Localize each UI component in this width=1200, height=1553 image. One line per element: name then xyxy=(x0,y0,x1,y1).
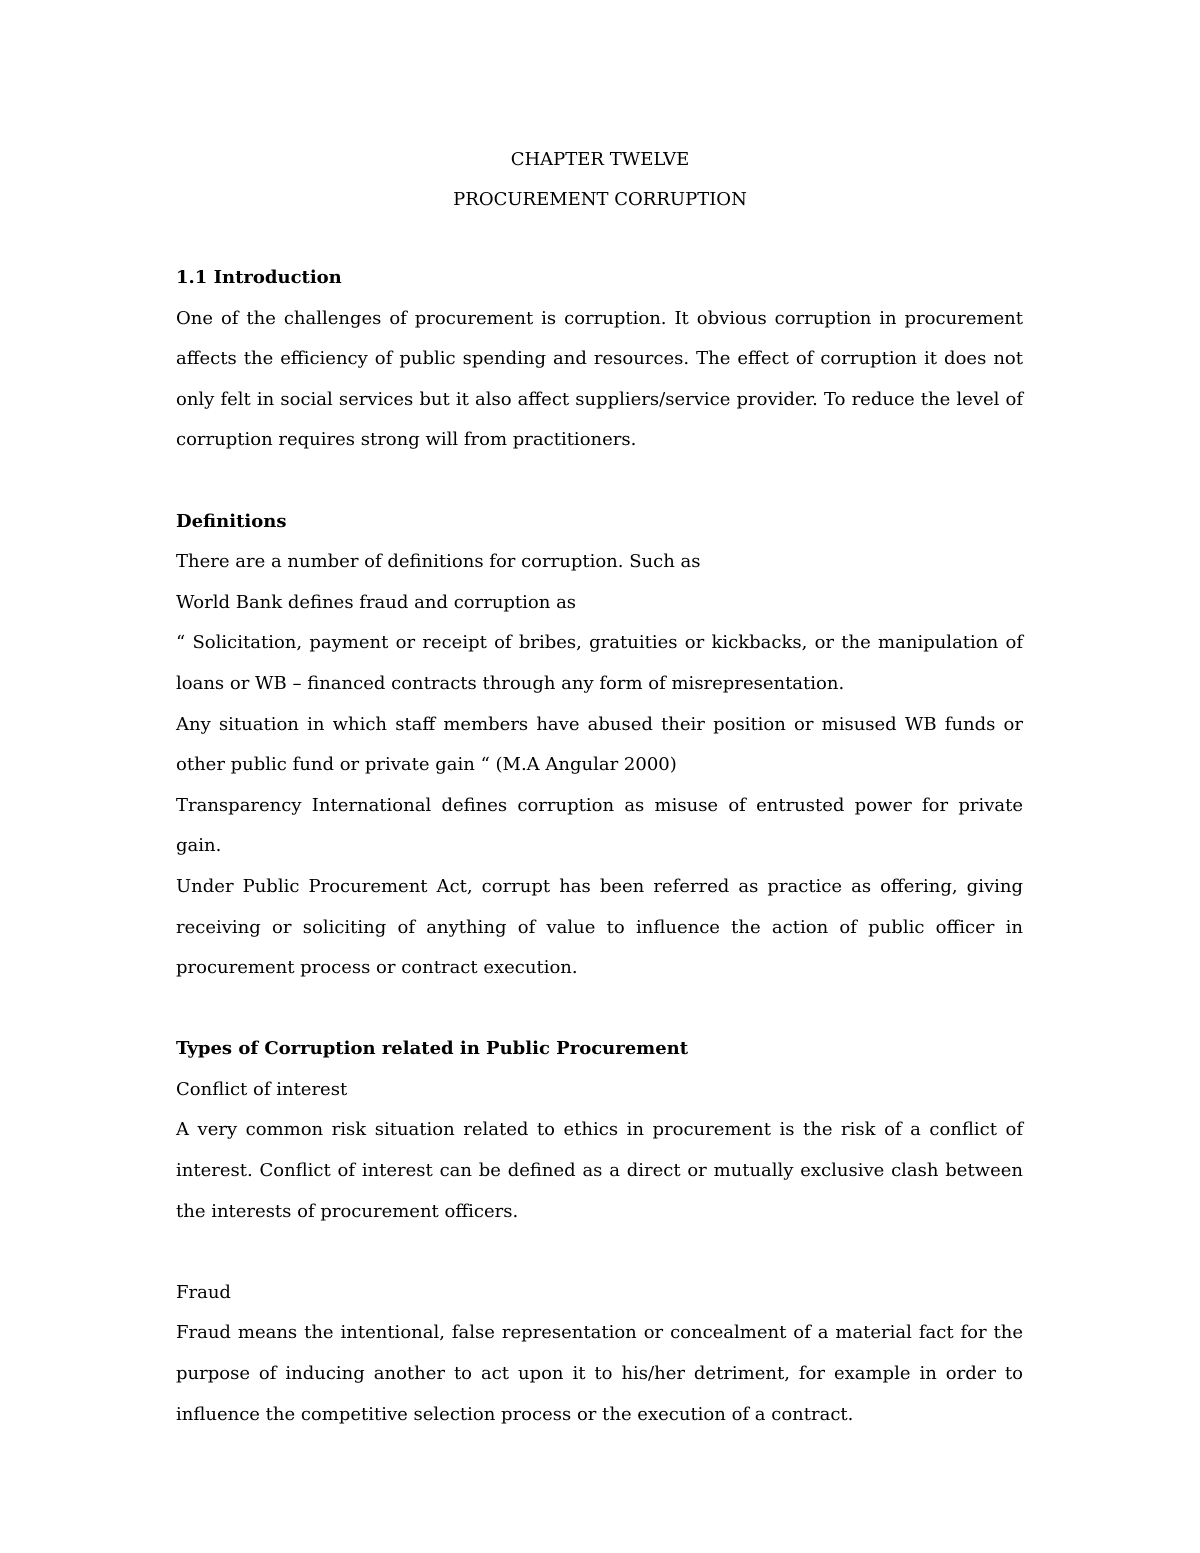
intro-paragraph: One of the challenges of procurement is corruption. It obvious corruption in procurement affects the efficiency of public spending and resources. The effect of corruption it does not only felt in social services but it also affect suppliers/service provider. To reduce the level of corruption requires strong will from practitioners. xyxy=(176,307,1023,451)
conflict-of-interest-title: Conflict of interest xyxy=(176,1078,348,1100)
chapter-label: CHAPTER TWELVE xyxy=(510,149,690,170)
definitions-line-1: There are a number of definitions for corruption. Such as xyxy=(176,551,701,573)
definitions-heading: Definitions xyxy=(176,510,287,532)
conflict-of-interest-paragraph: A very common risk situation related to ethics in procurement is the risk of a conflict of interest. Conflict of interest can be defined as a direct or mutually exclusive clash between the interests of procurement officers. xyxy=(176,1119,1023,1222)
public-procurement-act-definition: Under Public Procurement Act, corrupt has been referred as practice as offering, giving receiving or soliciting of anything of value to influence the action of public officer in procurement process or contract execution. xyxy=(176,875,1023,979)
intro-heading: 1.1 Introduction xyxy=(176,267,342,288)
spacer xyxy=(176,989,1023,1030)
spacer xyxy=(176,1232,1023,1273)
chapter-title: PROCUREMENT CORRUPTION xyxy=(453,189,747,210)
definitions-line-2: World Bank defines fraud and corruption as xyxy=(176,591,577,613)
world-bank-quote: “ Solicitation, payment or receipt of bribes, gratuities or kickbacks, or the manipulation of loans or WB – financed contracts through any form of misrepresentation. xyxy=(176,632,1023,694)
document-body xyxy=(176,258,1023,1435)
fraud-paragraph: Fraud means the intentional, false representation or concealment of a material fact for the purpose of inducing another to act upon it to his/her detriment, for example in order to influence the competitive selection process or the execution of a contract. xyxy=(176,1322,1023,1425)
types-heading: Types of Corruption related in Public Procurement xyxy=(176,1038,689,1060)
world-bank-quote-continued: Any situation in which staff members have abused their position or misused WB funds or other public fund or private gain “ (M.A Angular 2000) xyxy=(176,713,1023,776)
transparency-international-definition: Transparency International defines corruption as misuse of entrusted power for private gain. xyxy=(176,794,1023,857)
spacer xyxy=(176,461,1023,502)
chapter-title-block xyxy=(0,140,1200,220)
fraud-title: Fraud xyxy=(176,1281,231,1303)
